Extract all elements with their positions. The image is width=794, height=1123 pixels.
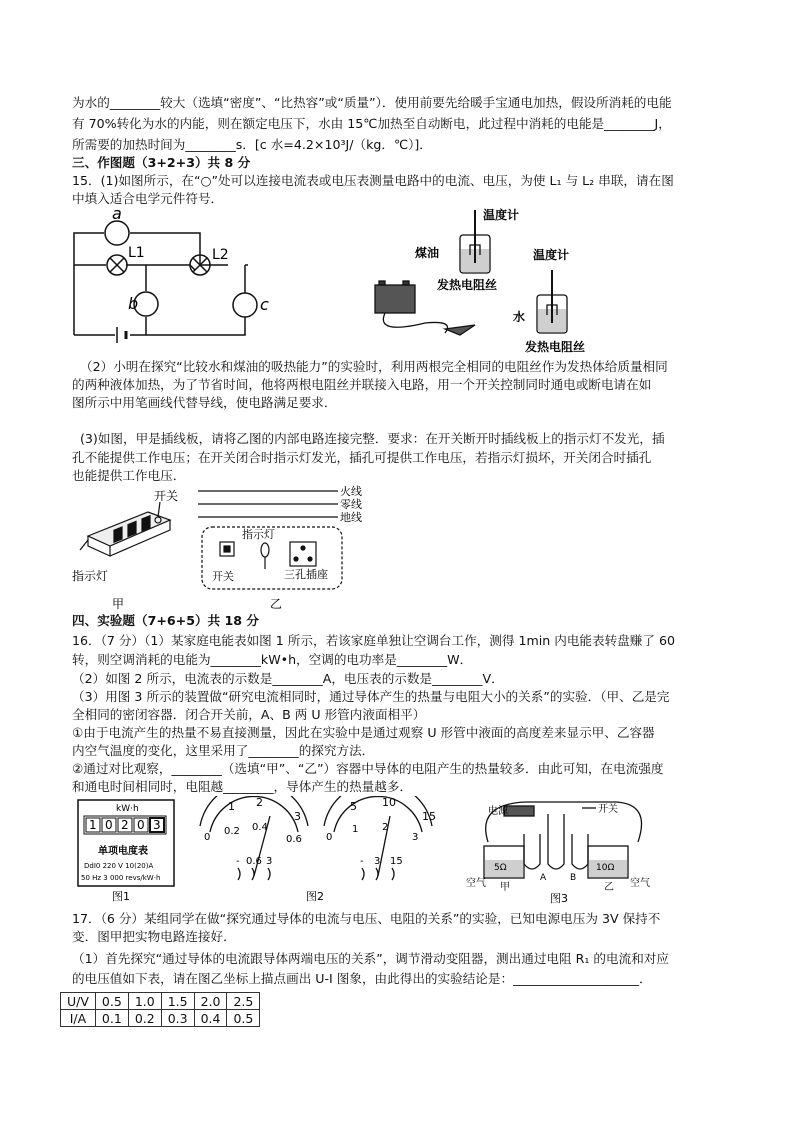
- section-heading: 三、作图题（3+2+3）共 8 分: [72, 155, 251, 170]
- ammeter-terminal: 3: [266, 856, 273, 867]
- label-yi: 乙: [604, 882, 614, 893]
- voltmeter-bottom-tick: 3: [412, 832, 419, 843]
- voltmeter-top-tick: 15: [422, 810, 436, 823]
- ammeter-terminal: 0.6: [246, 856, 262, 867]
- live-wire-label: 火线: [340, 485, 362, 498]
- ammeter-bottom-tick: 0.2: [224, 826, 240, 837]
- indicator-left-label: 指示灯: [72, 569, 109, 583]
- meter-unit: kW·h: [116, 804, 139, 814]
- table-cell: 2.5: [227, 993, 260, 1010]
- socket-label: 三孔插座: [284, 568, 328, 581]
- ammeter-bottom-tick: 0: [204, 832, 211, 843]
- joule-heating-apparatus: [466, 794, 666, 906]
- table-cell: 2.0: [194, 993, 227, 1010]
- neutral-wire-label: 零线: [340, 498, 362, 511]
- voltmeter-terminal: 3: [374, 856, 381, 867]
- switch-label: 开关: [212, 570, 234, 583]
- text-line: 和通电时间相同时，电阻越________，导体产生的热量越多．: [72, 779, 413, 794]
- meter-spec: DdI0 220 V 10(20)A: [84, 862, 154, 870]
- table-cell: 1.0: [128, 993, 161, 1010]
- text-line: 图所示中用笔画线代替导线，使电路满足要求．: [72, 395, 337, 410]
- ground-wire-label: 地线: [340, 511, 362, 524]
- label-A: A: [540, 873, 547, 883]
- text-line: （2）小明在探究“比较水和煤油的吸热能力”的实验时，利用两根完全相同的电阻丝作为发热体给质量相同: [80, 359, 668, 374]
- voltmeter-terminal: -: [360, 856, 364, 867]
- text-line: （1）首先探究“通过导体的电流跟导体两端电压的关系”，调节滑动变阻器，测出通过电阻 R₁ 的电流和对应: [72, 951, 669, 966]
- res2-label: 发热电阻丝: [525, 340, 586, 354]
- table-cell: I/A: [61, 1010, 96, 1027]
- label-c: c: [260, 295, 269, 314]
- voltmeter-bottom-tick: 2: [382, 822, 389, 833]
- table-row: [61, 1010, 260, 1027]
- text-line: ②通过对比观察，________（选填“甲”、“乙”）容器中导体的电阻产生的热量较多．由此可知，在电流强度: [72, 761, 664, 776]
- ammeter-top-tick: 3: [294, 810, 301, 823]
- power-strip-diagram: [70, 484, 380, 612]
- circuit-diagram-15-1: [70, 205, 270, 345]
- resistor-5-label: 5Ω: [494, 863, 507, 873]
- text-line: (3)如图，甲是插线板，请将乙图的内部电路连接完整．要求：在开关断开时插线板上的指示灯不发光，插: [80, 431, 665, 446]
- meter-digit: 0: [105, 818, 113, 832]
- oil-label: 煤油: [415, 246, 440, 260]
- text-line: 为水的________较大（选填“密度”、“比热容”或“质量”）．使用前要先给暖手宝通电加热，假设所消耗的电能: [72, 95, 672, 110]
- air2-label: 空气: [630, 878, 650, 889]
- voltmeter-top-tick: 10: [382, 796, 396, 809]
- label-yi: 乙: [270, 597, 283, 611]
- label-L2: L2: [212, 247, 229, 263]
- power-label: 电源: [488, 806, 508, 817]
- text-line: 孔不能提供工作电压；在开关闭合时指示灯发光，插孔可提供工作电压，若指示灯损坏，开关闭合时插孔: [72, 450, 652, 465]
- ammeter-terminal: -: [236, 856, 240, 867]
- text-line: 变．图甲把实物电路连接好．: [72, 929, 236, 944]
- table-cell: 0.3: [161, 1010, 194, 1027]
- table-row: [61, 993, 260, 1010]
- text-line: 中填入适合电学元件符号．: [72, 191, 224, 206]
- voltmeter-bottom-tick: 0: [326, 832, 333, 843]
- ammeter-bottom-tick: 0.4: [252, 822, 268, 833]
- voltmeter-terminal: 15: [390, 856, 403, 867]
- meter-digit: 2: [121, 818, 129, 832]
- meter-title: 单项电度表: [98, 846, 148, 857]
- table-cell: 1.5: [161, 993, 194, 1010]
- text-line: 的电压值如下表，请在图乙坐标上描点画出 U-I 图象，由此得出的实验结论是：____________________．: [72, 971, 652, 986]
- table-cell: 0.5: [227, 1010, 260, 1027]
- table-cell: 0.5: [95, 993, 128, 1010]
- meter-digit: 3: [153, 818, 161, 832]
- text-line: 15．(1)如图所示，在“○”处可以连接电流表或电压表测量电路中的电流、电压，为使 L₁ 与 L₂ 串联，请在图: [72, 173, 674, 188]
- thermo2-label: 温度计: [533, 248, 570, 262]
- text-line: 全相同的密闭容器．闭合开关前，A、B 两 U 形管内液面相平）: [72, 707, 426, 722]
- switch-top-label: 开关: [154, 489, 179, 503]
- label-B: B: [570, 873, 577, 883]
- label-b: b: [128, 294, 139, 313]
- ammeter-top-tick: 2: [256, 796, 263, 809]
- table-cell: 0.2: [128, 1010, 161, 1027]
- text-line: 内空气温度的变化，这里采用了________的探究方法．: [72, 743, 375, 758]
- text-line: 17．（6 分）某组同学在做“探究通过导体的电流与电压、电阻的关系”的实验，已知电源电压为 3V 保持不: [72, 911, 661, 926]
- figure-caption: 图3: [550, 892, 568, 905]
- label-jia: 甲: [500, 882, 510, 893]
- table-cell: U/V: [61, 993, 96, 1010]
- text-line: 所需要的加热时间为________s．[c 水=4.2×10³J/（kg．℃）]．: [72, 137, 432, 152]
- table-cell: 0.4: [194, 1010, 227, 1027]
- meter-digit: 0: [137, 818, 145, 832]
- voltmeter-bottom-tick: 1: [352, 824, 359, 835]
- text-line: ①由于电流产生的热量不易直接测量，因此在实验中是通过观察 U 形管中液面的高度差来显示甲、乙容器: [72, 725, 655, 740]
- text-line: 转，则空调消耗的电能为________kW•h，空调的电功率是________W．: [72, 652, 473, 667]
- meters-figure: [190, 796, 450, 904]
- text-line: 的两种液体加热，为了节省时间，他将两根电阻丝并联接入电路，用一个开关控制同时通电或断电请在如: [72, 377, 652, 392]
- indicator-label: 指示灯: [242, 528, 275, 541]
- text-line: （3）用图 3 所示的装置做“研究电流相同时，通过导体产生的热量与电阻大小的关系”的实验．（甲、乙是完: [72, 689, 670, 704]
- ammeter-top-tick: 1: [228, 800, 235, 813]
- voltmeter-top-tick: 5: [350, 800, 357, 813]
- text-line: （2）如图 2 所示，电流表的示数是________A，电压表的示数是________V．: [72, 671, 504, 686]
- air1-label: 空气: [466, 878, 486, 889]
- energy-meter-figure: [76, 798, 176, 904]
- label-jia: 甲: [112, 597, 125, 611]
- figure-caption: 图1: [112, 890, 130, 903]
- data-table: [60, 992, 260, 1027]
- text-line: 有 70%转化为水的内能，则在额定电压下，水由 15℃加热至自动断电，此过程中消耗的电能是________J，: [72, 116, 671, 131]
- res1-label: 发热电阻丝: [437, 278, 498, 292]
- label-L1: L1: [128, 245, 145, 261]
- meter-spec: 50 Hz 3 000 revs/kW·h: [81, 874, 161, 882]
- ammeter-bottom-tick: 0.6: [286, 834, 302, 845]
- heating-apparatus-diagram: [365, 205, 615, 355]
- switch-label: 开关: [598, 804, 618, 815]
- water-label: 水: [513, 310, 526, 324]
- resistor-10-label: 10Ω: [596, 863, 615, 873]
- text-line: 也能提供工作电压．: [72, 468, 186, 483]
- meter-digit: 1: [89, 818, 97, 832]
- label-a: a: [112, 205, 122, 223]
- text-line: 16．（7 分）（1）某家庭电能表如图 1 所示，若该家庭单独让空调台工作，测得 1min 内电能表转盘赚了 60: [72, 633, 676, 648]
- figure-caption: 图2: [306, 890, 324, 903]
- section-heading: 四、实验题（7+6+5）共 18 分: [72, 613, 260, 628]
- thermo1-label: 温度计: [483, 208, 520, 222]
- table-cell: 0.1: [95, 1010, 128, 1027]
